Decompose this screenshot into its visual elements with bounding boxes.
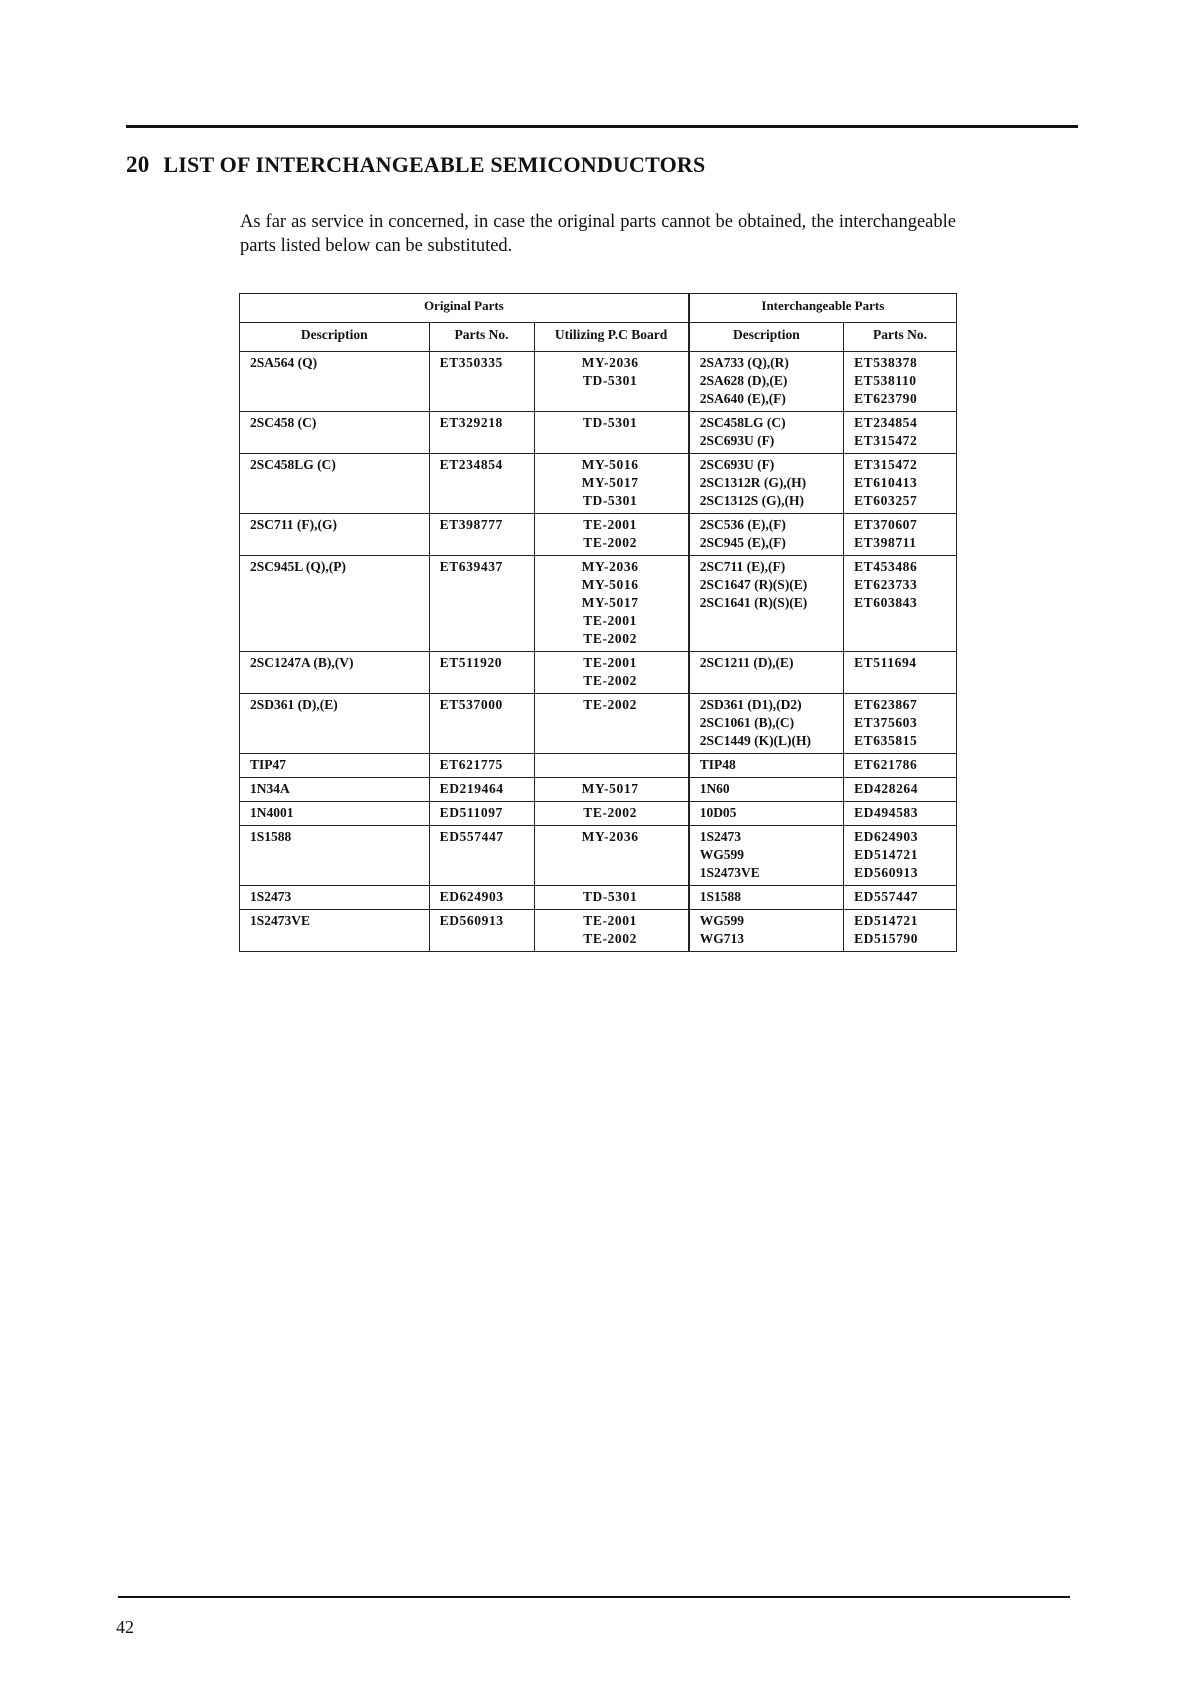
utilizing-pc-board-line: TE-2001 <box>583 613 637 628</box>
interchangeable-parts-no-line: ET603257 <box>854 493 918 508</box>
interchangeable-description-line: 2SC458LG (C) <box>699 415 786 430</box>
utilizing-pc-board-line: TE-2002 <box>583 673 637 688</box>
original-description: 2SA564 (Q) <box>240 352 430 412</box>
section-number: 20 <box>126 152 150 177</box>
interchangeable-description-line: 2SC711 (E),(F) <box>699 559 786 574</box>
table-row <box>240 826 957 886</box>
interchangeable-parts-no-line: ET603843 <box>854 595 918 610</box>
interchangeable-description-line: 2SD361 (D1),(D2) <box>699 697 802 712</box>
table-row <box>240 886 957 910</box>
original-parts-no: ED560913 <box>429 910 534 952</box>
utilizing-pc-board-line: TE-2002 <box>583 535 637 550</box>
utilizing-pc-board-line: TE-2001 <box>583 517 637 532</box>
utilizing-pc-board-line: TE-2002 <box>583 631 637 646</box>
interchangeable-parts-no <box>844 826 957 886</box>
original-parts-no: ET350335 <box>429 352 534 412</box>
interchangeable-description-line: WG599 <box>699 913 744 928</box>
interchangeable-description <box>689 778 844 802</box>
interchangeable-description-line: 2SC1647 (R)(S)(E) <box>699 577 808 592</box>
interchangeable-description-line: 2SC1641 (R)(S)(E) <box>699 595 808 610</box>
interchangeable-parts-no-line: ET621786 <box>854 757 918 772</box>
utilizing-pc-board <box>534 514 689 556</box>
original-description: 1S2473 <box>240 886 430 910</box>
table-row <box>240 556 957 652</box>
original-description: 2SC945L (Q),(P) <box>240 556 430 652</box>
table-row <box>240 694 957 754</box>
utilizing-pc-board <box>534 454 689 514</box>
interchangeable-description <box>689 826 844 886</box>
page-number: 42 <box>116 1617 134 1637</box>
interchangeable-description-line: 2SC1061 (B),(C) <box>699 715 795 730</box>
original-parts-no: ET621775 <box>429 754 534 778</box>
utilizing-pc-board-line: MY-2036 <box>581 355 639 370</box>
bottom-rule <box>118 1596 1070 1598</box>
table-row <box>240 778 957 802</box>
interchangeable-description-line: 2SC1211 (D),(E) <box>699 655 794 670</box>
original-description: 2SC711 (F),(G) <box>240 514 430 556</box>
interchangeable-description <box>689 454 844 514</box>
original-parts-no: ED557447 <box>429 826 534 886</box>
original-parts-no: ED511097 <box>429 802 534 826</box>
interchangeable-description-line: 2SC945 (E),(F) <box>699 535 786 550</box>
interchangeable-parts-no-line: ET453486 <box>854 559 918 574</box>
original-parts-header: Original Parts <box>240 294 689 323</box>
interchangeable-parts-no-line: ET511694 <box>854 655 917 670</box>
utilizing-pc-board-line: MY-5017 <box>581 475 639 490</box>
original-parts-no: ET234854 <box>429 454 534 514</box>
interchangeable-description <box>689 514 844 556</box>
utilizing-pc-board <box>534 754 689 778</box>
original-description: 1S1588 <box>240 826 430 886</box>
column-header-row <box>240 323 957 352</box>
interchangeable-parts-no-line: ET623733 <box>854 577 918 592</box>
interchangeable-description <box>689 352 844 412</box>
original-parts-no: ET639437 <box>429 556 534 652</box>
utilizing-pc-board <box>534 886 689 910</box>
interchangeable-description <box>689 910 844 952</box>
table-row <box>240 412 957 454</box>
interchangeable-parts-no-line: ED514721 <box>854 847 919 862</box>
table-row <box>240 910 957 952</box>
original-description: 2SC458 (C) <box>240 412 430 454</box>
interchangeable-parts-no-line: ET315472 <box>854 433 918 448</box>
utilizing-pc-board-line: TD-5301 <box>582 373 638 388</box>
interchangeable-parts-no-line: ET234854 <box>854 415 918 430</box>
interchangeable-description-line: 2SA628 (D),(E) <box>699 373 788 388</box>
table-row <box>240 454 957 514</box>
interchangeable-parts-no <box>844 754 957 778</box>
interchangeable-description-line: 10D05 <box>699 805 737 820</box>
interchangeable-description-line: 2SC693U (F) <box>699 433 775 448</box>
table-row <box>240 652 957 694</box>
utilizing-pc-board-line: TE-2002 <box>583 931 637 946</box>
original-parts-no: ET398777 <box>429 514 534 556</box>
utilizing-pc-board-line: TE-2001 <box>583 913 637 928</box>
original-description: 2SC458LG (C) <box>240 454 430 514</box>
interchangeable-description-line: WG599 <box>699 847 744 862</box>
table-row <box>240 352 957 412</box>
interchangeable-parts-no <box>844 886 957 910</box>
interchangeable-parts-no-line: ED560913 <box>854 865 919 880</box>
interchangeable-parts-no-line: ED428264 <box>854 781 919 796</box>
intro-paragraph: As far as service in concerned, in case the original parts cannot be obtained, the interchangeable parts listed below can be substituted. <box>240 212 956 256</box>
original-description: 1N4001 <box>240 802 430 826</box>
interchangeable-parts-no-line: ET315472 <box>854 457 918 472</box>
interchangeable-parts-no <box>844 802 957 826</box>
interchangeable-parts-no <box>844 778 957 802</box>
interchangeable-description-line: 1S1588 <box>699 889 741 904</box>
interchangeable-parts-no-line: ED557447 <box>854 889 919 904</box>
interchangeable-description-line: 2SA733 (Q),(R) <box>699 355 789 370</box>
interchangeable-description <box>689 556 844 652</box>
utilizing-pc-board-line: MY-5016 <box>581 577 639 592</box>
utilizing-pc-board-line: MY-2036 <box>581 829 639 844</box>
interchangeable-description-line: 2SC693U (F) <box>699 457 775 472</box>
interchangeable-parts-no <box>844 352 957 412</box>
utilizing-pc-board-line: TD-5301 <box>582 889 638 904</box>
interchangeable-parts-no <box>844 694 957 754</box>
column-header: Parts No. <box>429 323 534 352</box>
original-parts-no: ET329218 <box>429 412 534 454</box>
interchangeable-parts-no-line: ET375603 <box>854 715 918 730</box>
table-row <box>240 754 957 778</box>
utilizing-pc-board <box>534 556 689 652</box>
interchangeable-parts-no-line: ET610413 <box>854 475 918 490</box>
interchangeable-parts-no-line: ET398711 <box>854 535 917 550</box>
interchangeable-description <box>689 886 844 910</box>
original-parts-no: ED624903 <box>429 886 534 910</box>
utilizing-pc-board <box>534 412 689 454</box>
interchangeable-description <box>689 802 844 826</box>
interchangeable-parts-no <box>844 556 957 652</box>
utilizing-pc-board <box>534 910 689 952</box>
utilizing-pc-board-line: TE-2002 <box>583 697 637 712</box>
utilizing-pc-board-line: TD-5301 <box>582 493 638 508</box>
table-row <box>240 514 957 556</box>
interchangeable-parts-header: Interchangeable Parts <box>689 294 957 323</box>
table-row <box>240 802 957 826</box>
interchangeable-description-line: 1S2473 <box>699 829 741 844</box>
interchangeable-parts-no <box>844 454 957 514</box>
interchangeable-parts-no <box>844 910 957 952</box>
original-parts-no: ET511920 <box>429 652 534 694</box>
original-description: TIP47 <box>240 754 430 778</box>
interchangeable-parts-no-line: ED514721 <box>854 913 919 928</box>
utilizing-pc-board <box>534 778 689 802</box>
utilizing-pc-board <box>534 802 689 826</box>
utilizing-pc-board-line: TD-5301 <box>582 415 638 430</box>
interchangeable-description <box>689 652 844 694</box>
column-header: Utilizing P.C Board <box>534 323 689 352</box>
section-heading <box>126 152 705 178</box>
interchangeable-parts-no-line: ET370607 <box>854 517 918 532</box>
original-parts-no: ED219464 <box>429 778 534 802</box>
interchangeable-parts-no-line: ET623790 <box>854 391 918 406</box>
interchangeable-description-line: 2SC1312S (G),(H) <box>699 493 804 508</box>
column-header: Parts No. <box>844 323 957 352</box>
utilizing-pc-board-line: MY-2036 <box>581 559 639 574</box>
utilizing-pc-board <box>534 826 689 886</box>
interchangeable-parts-no-line: ED494583 <box>854 805 919 820</box>
original-description: 2SD361 (D),(E) <box>240 694 430 754</box>
interchangeable-parts-no-line: ET635815 <box>854 733 918 748</box>
table-body <box>240 352 957 952</box>
interchangeable-description-line: WG713 <box>699 931 744 946</box>
interchangeable-parts-table <box>239 293 957 952</box>
top-rule <box>126 125 1078 128</box>
interchangeable-parts-no-line: ED515790 <box>854 931 919 946</box>
interchangeable-parts-no-line: ET538110 <box>854 373 917 388</box>
interchangeable-parts-no <box>844 652 957 694</box>
interchangeable-description <box>689 754 844 778</box>
interchangeable-parts-no-line: ET538378 <box>854 355 918 370</box>
utilizing-pc-board <box>534 352 689 412</box>
group-header-row <box>240 294 957 323</box>
interchangeable-parts-no <box>844 514 957 556</box>
interchangeable-description <box>689 412 844 454</box>
interchangeable-description-line: 1S2473VE <box>699 865 760 880</box>
interchangeable-description <box>689 694 844 754</box>
utilizing-pc-board-line: MY-5016 <box>581 457 639 472</box>
interchangeable-description-line: 2SC1449 (K)(L)(H) <box>699 733 812 748</box>
utilizing-pc-board <box>534 694 689 754</box>
utilizing-pc-board-line: MY-5017 <box>581 595 639 610</box>
interchangeable-parts-no <box>844 412 957 454</box>
interchangeable-parts-no-line: ET623867 <box>854 697 918 712</box>
interchangeable-description-line: 2SC1312R (G),(H) <box>699 475 807 490</box>
original-parts-no: ET537000 <box>429 694 534 754</box>
interchangeable-description-line: 2SC536 (E),(F) <box>699 517 786 532</box>
interchangeable-description-line: 1N60 <box>699 781 730 796</box>
section-title: LIST OF INTERCHANGEABLE SEMICONDUCTORS <box>163 152 706 177</box>
utilizing-pc-board-line: MY-5017 <box>581 781 639 796</box>
original-description: 1N34A <box>240 778 430 802</box>
column-header: Description <box>240 323 430 352</box>
interchangeable-parts-no-line: ED624903 <box>854 829 919 844</box>
utilizing-pc-board <box>534 652 689 694</box>
interchangeable-description-line: TIP48 <box>699 757 736 772</box>
utilizing-pc-board-line: TE-2002 <box>583 805 637 820</box>
interchangeable-description-line: 2SA640 (E),(F) <box>699 391 786 406</box>
original-description: 2SC1247A (B),(V) <box>240 652 430 694</box>
column-header: Description <box>689 323 844 352</box>
original-description: 1S2473VE <box>240 910 430 952</box>
utilizing-pc-board-line: TE-2001 <box>583 655 637 670</box>
